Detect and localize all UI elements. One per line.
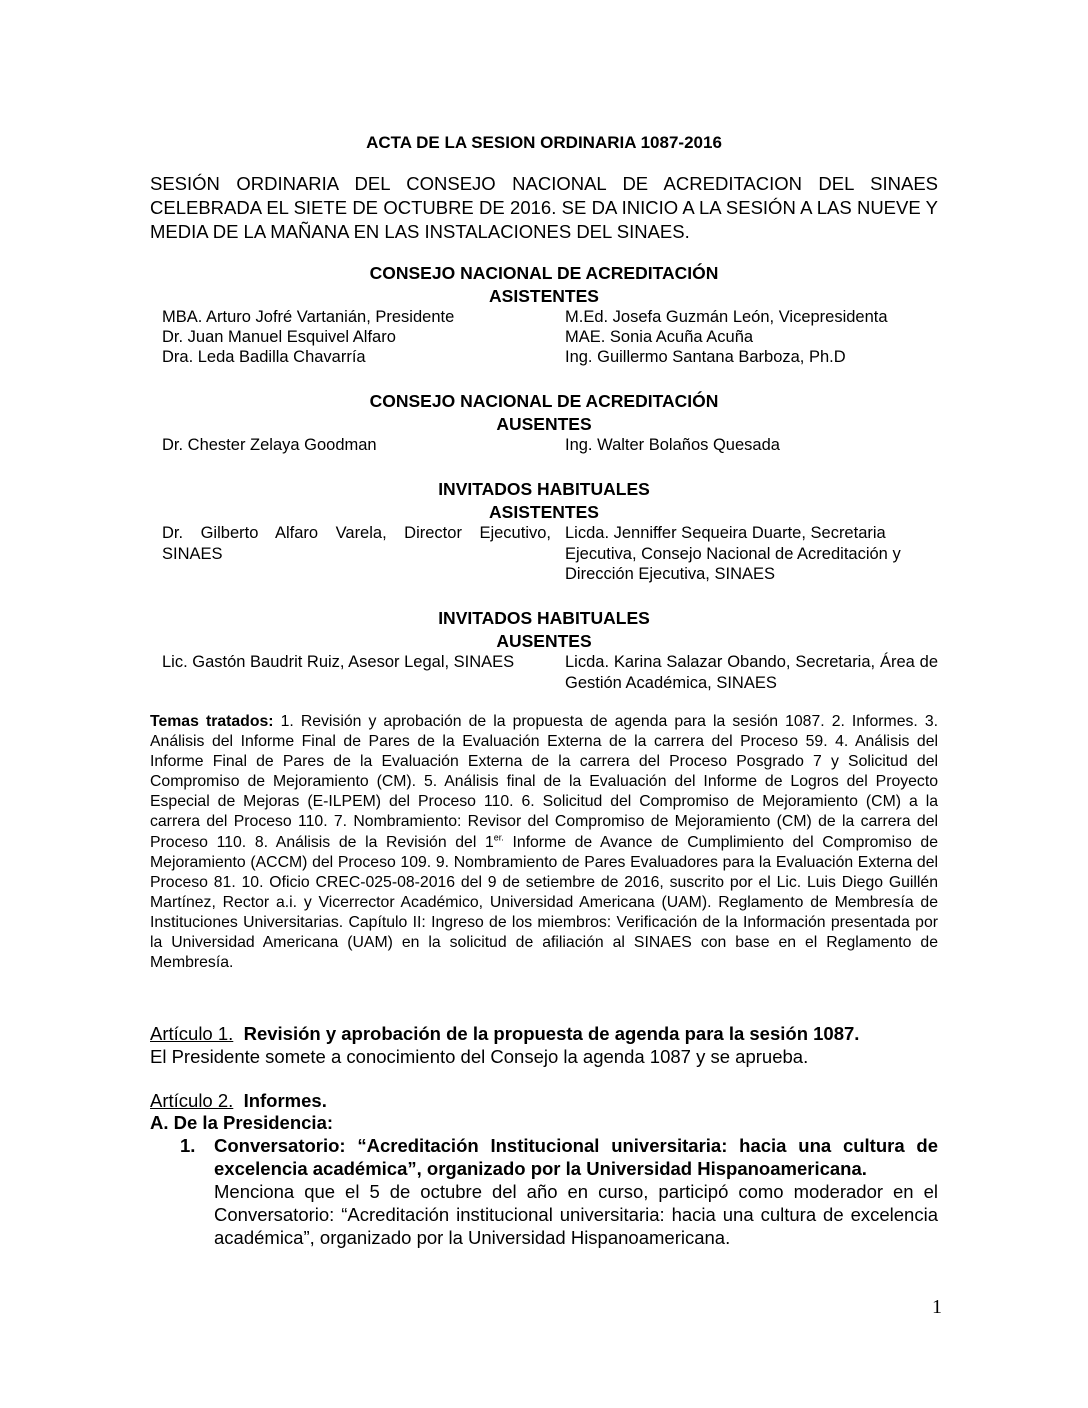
section-subheading: AUSENTES [496,414,592,434]
topics-paragraph [150,712,938,973]
section-heading: CONSEJO NACIONAL DE ACREDITACIÓN [369,263,719,283]
section-a-heading: A. De la Presidencia: [150,1112,334,1133]
topics-label: Temas tratados: [150,713,274,730]
guest-absent-name: Lic. Gastón Baudrit Ruiz, Asesor Legal, SINAES [162,653,515,671]
section-heading: CONSEJO NACIONAL DE ACREDITACIÓN [369,391,719,411]
attendee-name: Dra. Leda Badilla Chavarría [162,348,366,366]
list-item [180,1134,938,1249]
consejo-ausentes-heading [150,390,938,436]
guest-row [162,523,938,585]
section-heading: INVITADOS HABITUALES [438,479,650,499]
article-2 [150,1089,938,1112]
attendee-name: Ing. Guillermo Santana Barboza, Ph.D [565,348,846,366]
attendee-name: Dr. Juan Manuel Esquivel Alfaro [162,328,396,346]
section-heading: INVITADOS HABITUALES [438,608,650,628]
attendee-name: MAE. Sonia Acuña Acuña [565,328,754,346]
section-subheading: ASISTENTES [489,286,599,306]
article-1 [150,1022,938,1068]
guest-name: Dr. Gilberto Alfaro Varela, Director Ejecutivo, SINAES [162,524,551,563]
attendee-row [162,307,938,328]
topics-text-part-2: Informe de Avance de Cumplimiento del Compromiso de Mejoramiento (ACCM) del Proceso 109. 9. Nombramiento de Pares Evaluadores para la Evaluación Externa del Proceso 81. 10. Oficio CREC-025-08-2016 del 9 de setiembre de 2016, suscrito por el Lic. Luis Diego Guillén Martínez, Rector a.i. y Vicerrector Académico, Universidad Americana (UAM). Reglamento de Membresía de Instituciones Universitarias. Capítulo II: Ingreso de los miembros: Verificación de la Información presentada por la Universidad Americana (UAM) en la solicitud de afiliación al SINAES con base en el Reglamento de Membresía. [150,833,938,972]
guest-absent-row [162,652,938,693]
guest-absent-name: Licda. Karina Salazar Obando, Secretaria, Área de Gestión Académica, SINAES [565,653,938,692]
absent-name: Dr. Chester Zelaya Goodman [162,436,377,454]
guest-name: Licda. Jenniffer Sequeira Duarte, Secretaria Ejecutiva, Consejo Nacional de Acreditación y Dirección Ejecutiva, SINAES [565,524,901,583]
attendee-name: MBA. Arturo Jofré Vartanián, Presidente [162,308,455,326]
topics-text-part-1: 1. Revisión y aprobación de la propuesta de agenda para la sesión 1087. 2. Informes. 3. Análisis del Informe Final de Pares de la Evaluación Externa de la carrera del Proceso 59. 4. Análisis del Informe Final de Pares de la Evaluación Externa de la carrera del Proceso Posgrado 7 y Solicitud del Compromiso de Mejoramiento (CM). 5. Análisis final de la Evaluación del Informe de Logros del Proyecto Especial de Mejoras (E-ILPEM) del Proceso 110. 6. Solicitud del Compromiso de Mejoramiento (CM) a la carrera del Proceso 110. 7. Nombramiento: Revisor del Compromiso de Mejoramiento (CM) de la carrera del Proceso 110. 8. Análisis de la Revisión del 1 [150,713,938,851]
list-item-number: 1. [180,1135,196,1156]
page-number: 1 [932,1296,942,1318]
attendee-name: M.Ed. Josefa Guzmán León, Vicepresidenta [565,308,888,326]
topics-superscript: er. [493,832,504,843]
list-item-title: Conversatorio: “Acreditación Institucional universitaria: hacia una cultura de excelencia académica”, organizado por la Universidad Hispanoamericana. [214,1135,938,1179]
invitados-ausentes-heading [150,607,938,653]
session-intro: SESIÓN ORDINARIA DEL CONSEJO NACIONAL DE ACREDITACION DEL SINAES CELEBRADA EL SIETE DE OCTUBRE DE 2016. SE DA INICIO A LA SESIÓN A LAS NUEVE Y MEDIA DE LA MAÑANA EN LAS INSTALACIONES DEL SINAES. [150,173,938,242]
consejo-asistentes-heading [150,262,938,308]
absent-row [162,435,938,456]
section-subheading: AUSENTES [496,631,592,651]
article-1-text: El Presidente somete a conocimiento del Consejo la agenda 1087 y se aprueba. [150,1046,809,1067]
article-2-title: Informes. [243,1090,327,1111]
section-subheading: ASISTENTES [489,502,599,522]
document-title: ACTA DE LA SESION ORDINARIA 1087-2016 [366,133,722,152]
list-item-text: Menciona que el 5 de octubre del año en curso, participó como moderador en el Conversatorio: “Acreditación institucional universitaria: hacia una cultura de excelencia académica”, organizado por la Universidad Hispanoamericana. [214,1181,938,1248]
attendee-row [162,347,938,368]
article-2-label: Artículo 2. [150,1090,234,1111]
attendee-row [162,327,938,348]
article-1-label: Artículo 1. [150,1023,234,1044]
absent-name: Ing. Walter Bolaños Quesada [565,436,780,454]
article-1-title: Revisión y aprobación de la propuesta de agenda para la sesión 1087. [243,1023,860,1044]
invitados-asistentes-heading [150,478,938,524]
